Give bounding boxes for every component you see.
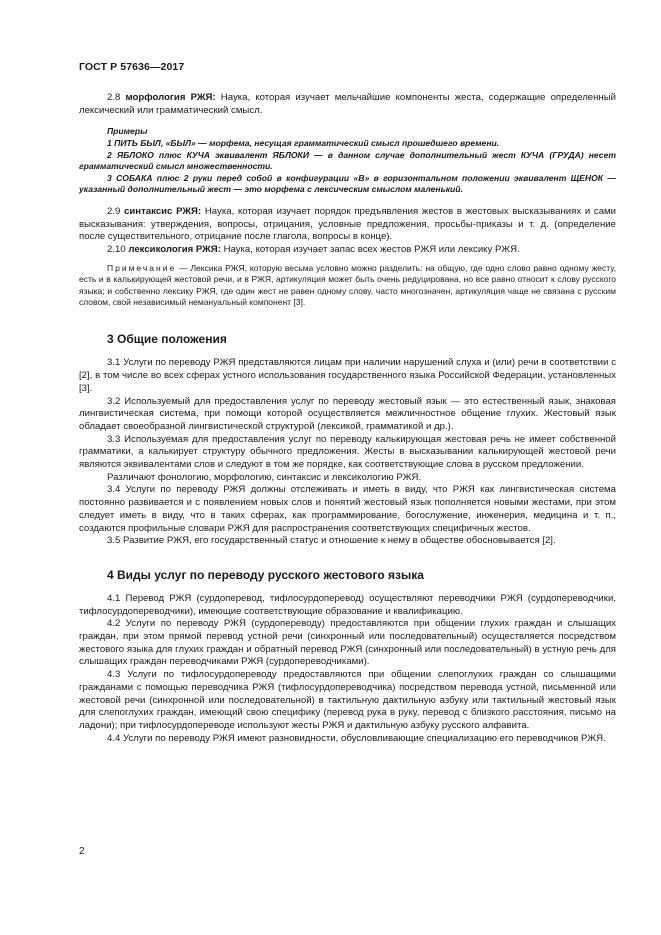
paragraph-4-1: 4.1 Перевод РЖЯ (сурдоперевод, тифлосурдоперевод) осуществляют переводчики РЖЯ (сурдопереводчики, тифлосурдопереводчики), имеющие соответствующие образование и квалификацию. xyxy=(79,592,616,617)
paragraph-3-3: 3.3 Используемая для предоставления услуг по переводу калькирующая жестовая речь не имеет собственной грамматики, а калькирует структуру обычного предложения. Жесты в высказывании калькирующей жестовой речи являются эквивалентами слов и следуют в том же порядке, как соответствующие слова в русском предложении. xyxy=(79,433,616,471)
paragraph-4-4: 4.4 Услуги по переводу РЖЯ имеют разновидности, обусловливающие специализацию его переводчиков РЖЯ. xyxy=(107,732,606,744)
example-1: 1 ПИТЬ БЫЛ, «БЫЛ» — морфема, несущая грамматический смысл прошедшего времени. xyxy=(107,138,500,148)
note: Примечание — Лексика РЖЯ, которую весьма условно можно разделить: на общую, где одно слово равно одному жесту, есть и в калькирующей жестовой речи, и в РЖЯ, артикуляция может быть очень редуцирована, но все равно относит к слову русского языка; и собственно лексику РЖЯ, где один жест не равен одному слову, часто многозначен, артикуляция чаще не связана с русским словом, свой независимый немануальный компонент [3]. xyxy=(79,262,616,307)
document-body xyxy=(79,92,616,745)
paragraph-4-2: 4.2 Услуги по переводу РЖЯ (сурдопереводу) предоставляются при общении глухих граждан и слышащих граждан, при этом прямой перевод устной речи (синхронный или последовательный) осуществляется посредством жестового языка для глухих граждан и обратный перевод РЖЯ (синхронный или последовательный) в устную речь для слышащих граждан переводчиками РЖЯ (сурдопереводчиками). xyxy=(79,618,616,668)
term: синтаксис РЖЯ: xyxy=(124,205,202,217)
section-4-title: 4 Виды услуг по переводу русского жестового языка xyxy=(107,567,424,582)
document-header: ГОСТ Р 57636—2017 xyxy=(79,61,185,73)
examples-label: Примеры xyxy=(107,126,148,137)
paragraph-3-5: 3.5 Развитие РЖЯ, его государственный статус и отношение к нему в обществе обосновывается [2]. xyxy=(107,535,556,547)
paragraph-4-3: 4.3 Услуги по тифлосурдопереводу предоставляются при общении слепоглухих граждан со слышащими гражданами с помощью переводчика РЖЯ (тифлосурдопереводчика) посредством перевода устной, письменной или жестовой речи (синхронной или последовательной) в тактильную дактильную азбуку или тактильный жестовый язык для слепоглухих граждан, имеющий свою специфику (перевод рука в руку, перевод с близкого расстояния, письмо на ладони); при тифлосурдопереводе используют жесты РЖЯ и дактильную азбуку русского алфавита. xyxy=(79,669,616,731)
paragraph-3-1: 3.1 Услуги по переводу РЖЯ представляются лицам при наличии нарушений слуха и (или) речи в соответствии с [2], в том числе во всех сферах устного использования государственного языка Российской Федерации, установленных [3]. xyxy=(79,357,616,394)
page-number: 2 xyxy=(79,846,85,857)
definition-2-8: 2.8 морфология РЖЯ: Наука, которая изучает мельчайшие компоненты жеста, содержащие определенный лексический или грамматический смысл. xyxy=(79,92,616,116)
term: морфология РЖЯ: xyxy=(125,92,216,103)
term: лексикология РЖЯ: xyxy=(128,244,221,256)
example-2: 2 ЯБЛОКО плюс КУЧА эквивалент ЯБЛОКИ — в данном случае дополнительный жест КУЧА (ГРУДА) несет грамматический смысл множественности. xyxy=(79,149,616,172)
paragraph-3-3-b: Различают фонологию, морфологию, синтаксис и лексикологию РЖЯ. xyxy=(107,471,422,483)
section-3-title: 3 Общие положения xyxy=(107,332,227,347)
definition-2-9: 2.9 синтаксис РЖЯ: Наука, которая изучает порядок предъявления жестов в жестовых высказываниях и сами высказывания: утверждения, вопросы, отрицания, условные предложения, просьбы-приказы и т. д. (определение после существительного, отрицание после глагола, вопросы в конце). xyxy=(79,205,616,243)
paragraph-3-2: 3.2 Используемый для предоставления услуг по переводу жестовый язык — это естественный язык, знаковая лингвистическая система, при помощи которой осуществляется межличностное общение глухих. Жестовый язык обладает своеобразной лингвистической структурой (лексикой, грамматикой и др.). xyxy=(79,395,616,432)
definition-2-10: 2.10 лексикология РЖЯ: Наука, которая изучает запас всех жестов РЖЯ или лексику РЖЯ. xyxy=(107,244,520,256)
paragraph-3-4: 3.4 Услуги по переводу РЖЯ должны отслеживать и иметь в виду, что РЖЯ как лингвистическая система постоянно развивается и с появлением новых слов и понятий жестовый язык пополняется новыми жестами, при этом следует иметь в виду, что в таких сферах, как программирование, богослужение, инженерия, медицина и т. п., создаются профильные словари РЖЯ для распространения соответствующих специфичных жестов. xyxy=(79,484,616,534)
note-label: Примечание xyxy=(107,262,177,273)
example-3: 3 СОБАКА плюс 2 руки перед собой в конфигурации «В» в горизонтальном положении эквивалент ЩЕНОК — указанный дополнительный жест — это морфема с лексическим смыслом маленький. xyxy=(79,172,616,195)
